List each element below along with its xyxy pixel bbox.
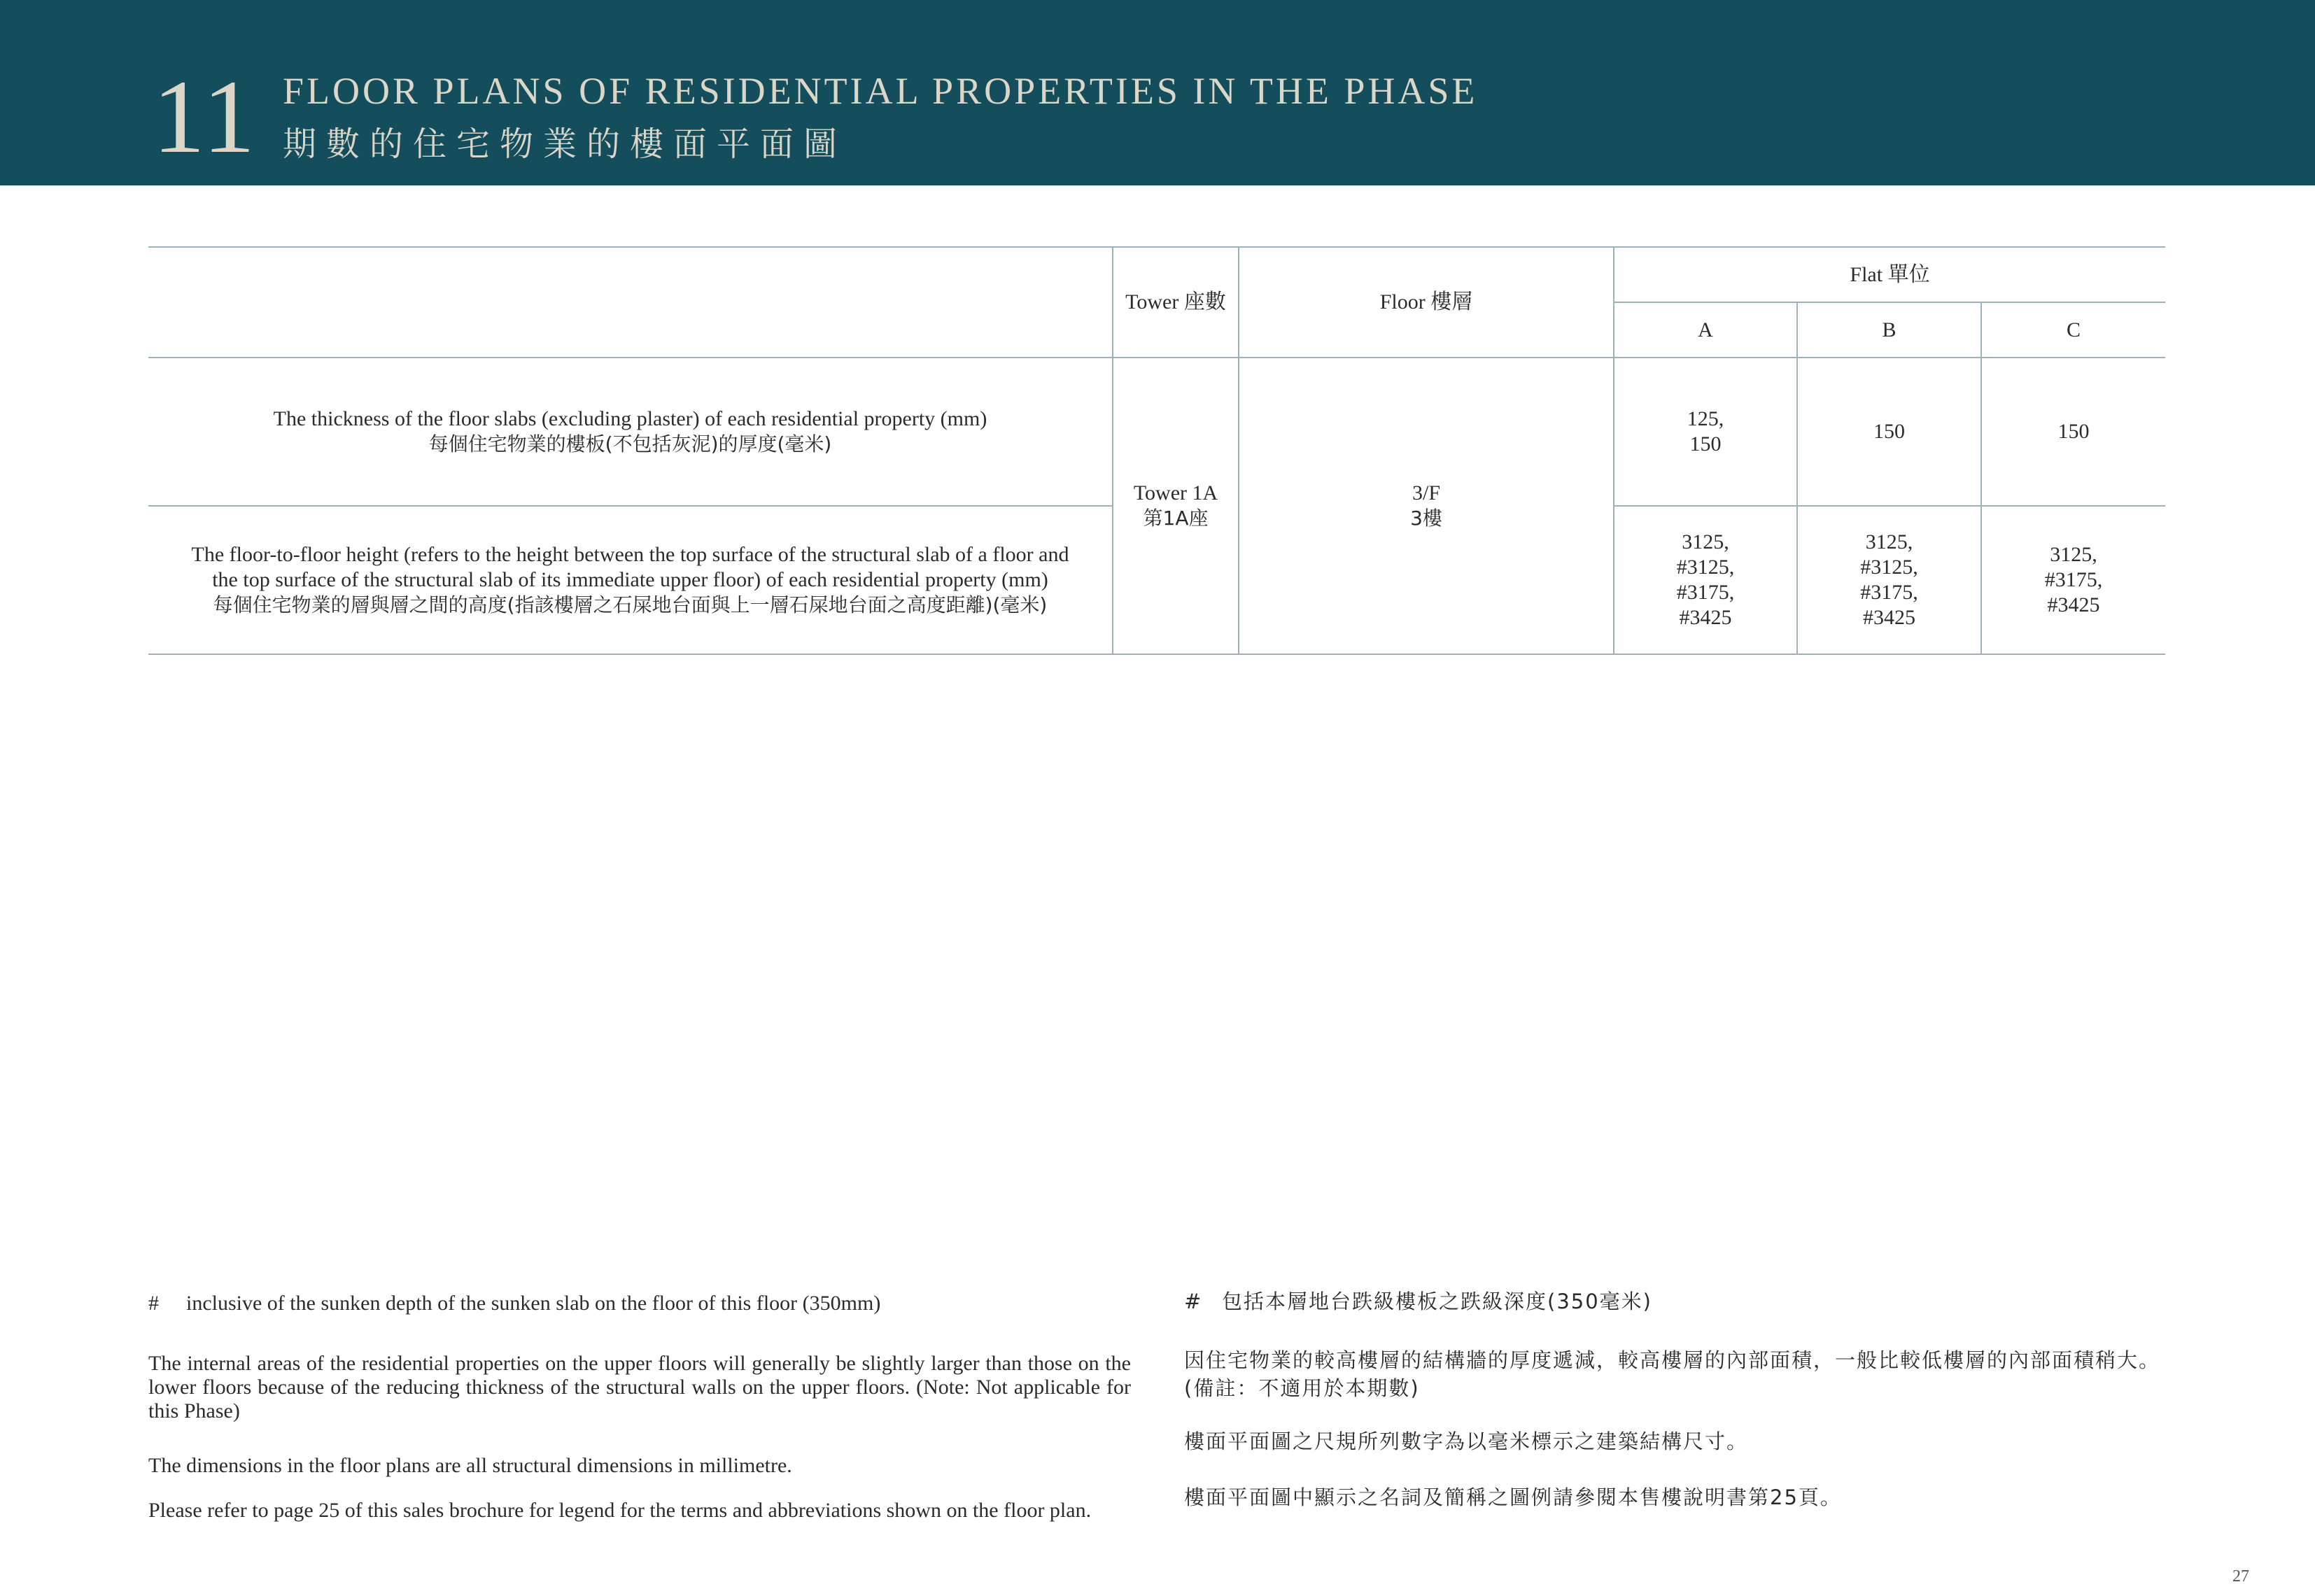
height-flat-c: 3125, #3175, #3425 — [1981, 506, 2165, 654]
header-blank-cell — [148, 247, 1113, 358]
row-label-slab-thickness — [148, 358, 1113, 506]
header-flat-c: C — [1981, 302, 2165, 358]
header-flat: Flat 單位 — [1614, 247, 2165, 302]
header-flat-a: A — [1614, 302, 1797, 358]
row-label-en: The thickness of the floor slabs (excluding plaster) of each residential property (mm) — [273, 407, 987, 430]
page-header — [0, 0, 2315, 185]
notes-en — [148, 1292, 1131, 1523]
page-number: 27 — [2232, 1567, 2249, 1586]
header-tower: Tower 座數 — [1113, 247, 1239, 358]
section-number: 11 — [153, 59, 257, 175]
height-flat-b: 3125, #3125, #3175, #3425 — [1797, 506, 1981, 654]
row-label-zh: 每個住宅物業的樓板(不包括灰泥)的厚度(毫米) — [428, 432, 832, 456]
note-internal-areas-en: The internal areas of the residential properties on the upper floors will generally be slightly larger than those on the lower floors because of the reducing thickness of the structural walls on the upper floors. (Note: Not applicable for this Phase) — [148, 1352, 1131, 1422]
table-row — [148, 358, 2165, 506]
note-internal-areas-zh: 因住宅物業的較高樓層的結構牆的厚度遞減，較高樓層的內部面積，一般比較低樓層的內部面積稍大。(備註：不適用於本期數) — [1184, 1348, 2161, 1400]
floor-value: 3/F 3樓 — [1239, 358, 1614, 654]
section-title-en: FLOOR PLANS OF RESIDENTIAL PROPERTIES IN THE PHASE — [283, 70, 1478, 112]
header-flat-b: B — [1797, 302, 1981, 358]
note-dimensions-en: The dimensions in the floor plans are all structural dimensions in millimetre. — [148, 1454, 792, 1477]
section-title-zh: 期數的住宅物業的樓面平面圖 — [283, 125, 847, 164]
slab-flat-a: 125, 150 — [1614, 358, 1797, 506]
row-label-floor-height: The floor-to-floor height (refers to the height between the top surface of the structural slab of a floor and the top surface of the structural slab of its immediate upper floor) of each residential property (mm) 每個住宅物業的層與層之間的高度(指該樓層之石屎地台面與上一層石屎地台面之高度距離)(毫米) — [148, 506, 1113, 654]
note-hash-zh: # 包括本層地台跌級樓板之跌級深度(350毫米) — [1184, 1290, 1652, 1313]
note-hash-en: # inclusive of the sunken depth of the sunken slab on the floor of this floor (350mm) — [148, 1292, 881, 1315]
notes-zh — [1184, 1287, 2165, 1511]
note-legend-en: Please refer to page 25 of this sales brochure for legend for the terms and abbreviations shown on the floor plan. — [148, 1499, 1092, 1522]
note-legend-zh: 樓面平面圖中顯示之名詞及簡稱之圖例請參閱本售樓說明書第25頁。 — [1184, 1485, 1842, 1509]
slab-flat-b: 150 — [1797, 358, 1981, 506]
note-dimensions-zh: 樓面平面圖之尺規所列數字為以毫米標示之建築結構尺寸。 — [1184, 1429, 1749, 1453]
header-floor: Floor 樓層 — [1239, 247, 1614, 358]
slab-flat-c: 150 — [1981, 358, 2165, 506]
tower-value: Tower 1A 第1A座 — [1113, 358, 1239, 654]
floor-spec-table — [148, 246, 2165, 655]
height-flat-a: 3125, #3125, #3175, #3425 — [1614, 506, 1797, 654]
